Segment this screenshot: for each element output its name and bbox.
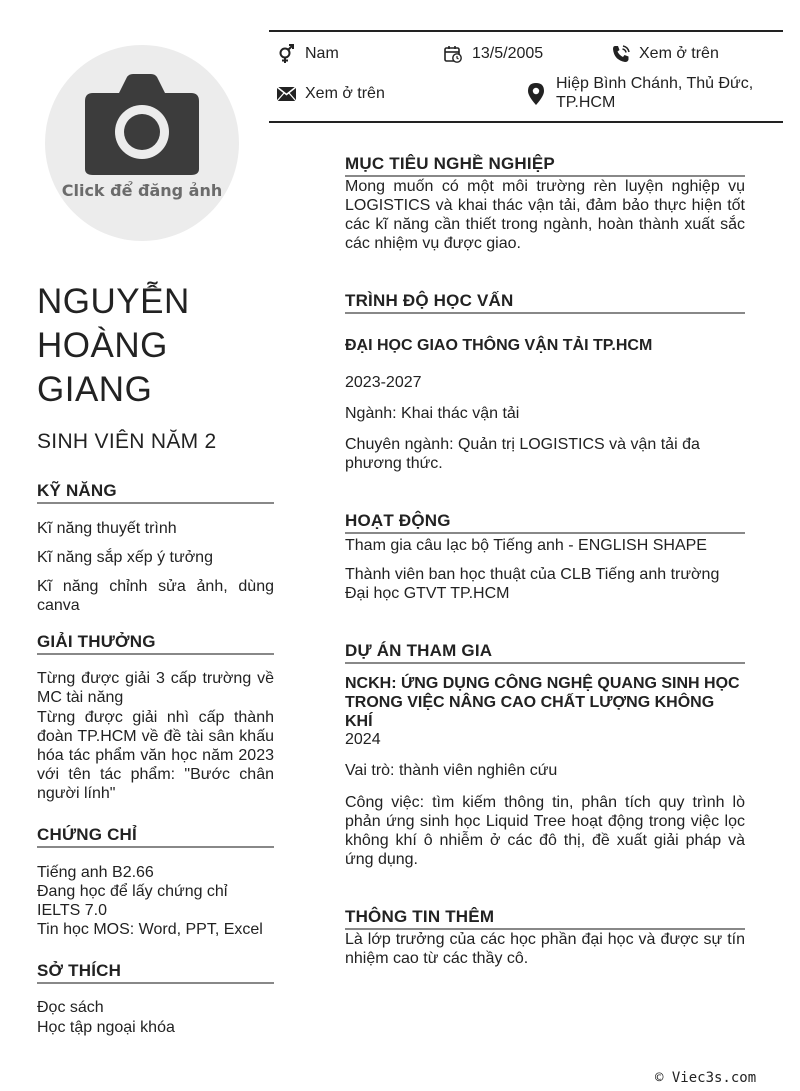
- education-title: TRÌNH ĐỘ HỌC VẤN: [345, 291, 745, 314]
- additional-text: Là lớp trưởng của các học phần đại học và được sự tín nhiệm cao từ các thầy cô.: [345, 931, 745, 967]
- contact-info: [269, 30, 783, 123]
- camera-icon: [83, 73, 201, 177]
- location-pin-icon: [528, 83, 544, 105]
- additional-title: THÔNG TIN THÊM: [345, 907, 745, 930]
- phone-value: Xem ở trên: [639, 45, 719, 62]
- project-year: 2024: [345, 731, 381, 748]
- address-value: Hiệp Bình Chánh, Thủ Đức, TP.HCM: [556, 75, 754, 111]
- certificate-item: Đang học để lấy chứng chỉ IELTS 7.0: [37, 883, 228, 919]
- hobbies-title: SỞ THÍCH: [37, 961, 274, 984]
- phone-icon: [611, 44, 631, 64]
- objective-title: MỤC TIÊU NGHỀ NGHIỆP: [345, 154, 745, 177]
- projects-title: DỰ ÁN THAM GIA: [345, 641, 745, 664]
- project-role: Vai trò: thành viên nghiên cứu: [345, 762, 558, 779]
- avatar-caption: Click để đăng ảnh: [61, 181, 223, 200]
- education-specialization: Chuyên ngành: Quản trị LOGISTICS và vận tải đa phương thức.: [345, 436, 700, 472]
- gender-value: Nam: [305, 45, 339, 62]
- awards-title: GIẢI THƯỞNG: [37, 632, 274, 655]
- job-title: SINH VIÊN NĂM 2: [37, 430, 217, 453]
- project-work: Công việc: tìm kiếm thông tin, phân tích quy trình lò phản ứng sinh học Liquid Tree hoạt động trong việc lọc không khí ô nhiễm ở các đô thị, đề xuất giải pháp và ứng dụng.: [345, 794, 745, 868]
- email-icon: [277, 87, 296, 101]
- email-value: Xem ở trên: [305, 85, 385, 102]
- hobby-item: Đọc sách: [37, 999, 104, 1016]
- activity-item: Thành viên ban học thuật của CLB Tiếng anh trường Đại học GTVT TP.HCM: [345, 566, 720, 602]
- certificate-item: Tiếng anh B2.66: [37, 864, 154, 881]
- education-period: 2023-2027: [345, 374, 422, 391]
- award-item: Từng được giải nhì cấp thành đoàn TP.HCM về đề tài sân khấu hóa tác phẩm văn học năm 2023 với tên tác phẩm: "Bước chân người lính": [37, 709, 274, 802]
- objective-text: Mong muốn có một môi trường rèn luyện nghiệp vụ LOGISTICS và khai thác vận tải, đảm bảo thực hiện tốt các kĩ năng cần thiết trong ngành, hoàn thành xuất sắc các nhiệm vụ được giao.: [345, 178, 745, 252]
- certificate-item: Tin học MOS: Word, PPT, Excel: [37, 921, 263, 938]
- school-name: ĐẠI HỌC GIAO THÔNG VẬN TẢI TP.HCM: [345, 337, 653, 354]
- education-major: Ngành: Khai thác vận tải: [345, 405, 520, 422]
- calendar-icon: [444, 45, 462, 63]
- avatar-upload[interactable]: [45, 45, 239, 241]
- certificates-title: CHỨNG CHỈ: [37, 825, 274, 848]
- hobby-item: Học tập ngoại khóa: [37, 1019, 175, 1036]
- activity-item: Tham gia câu lạc bộ Tiếng anh - ENGLISH SHAPE: [345, 537, 707, 554]
- gender-icon: [277, 44, 295, 64]
- skill-item: Kĩ năng thuyết trình: [37, 520, 177, 537]
- project-name: NCKH: ỨNG DỤNG CÔNG NGHỆ QUANG SINH HỌC TRONG VIỆC NÂNG CAO CHẤT LƯỢNG KHÔNG KHÍ: [345, 675, 740, 730]
- footer-watermark: © Viec3s.com: [655, 1070, 757, 1086]
- skill-item: Kĩ năng sắp xếp ý tưởng: [37, 549, 213, 566]
- award-item: Từng được giải 3 cấp trường về MC tài năng: [37, 670, 274, 706]
- birthdate-value: 13/5/2005: [472, 45, 544, 62]
- skill-item: Kĩ năng chỉnh sửa ảnh, dùng canva: [37, 578, 274, 614]
- skills-title: KỸ NĂNG: [37, 481, 274, 504]
- activities-title: HOẠT ĐỘNG: [345, 511, 745, 534]
- full-name: NGUYỄN HOÀNG GIANG: [37, 282, 190, 409]
